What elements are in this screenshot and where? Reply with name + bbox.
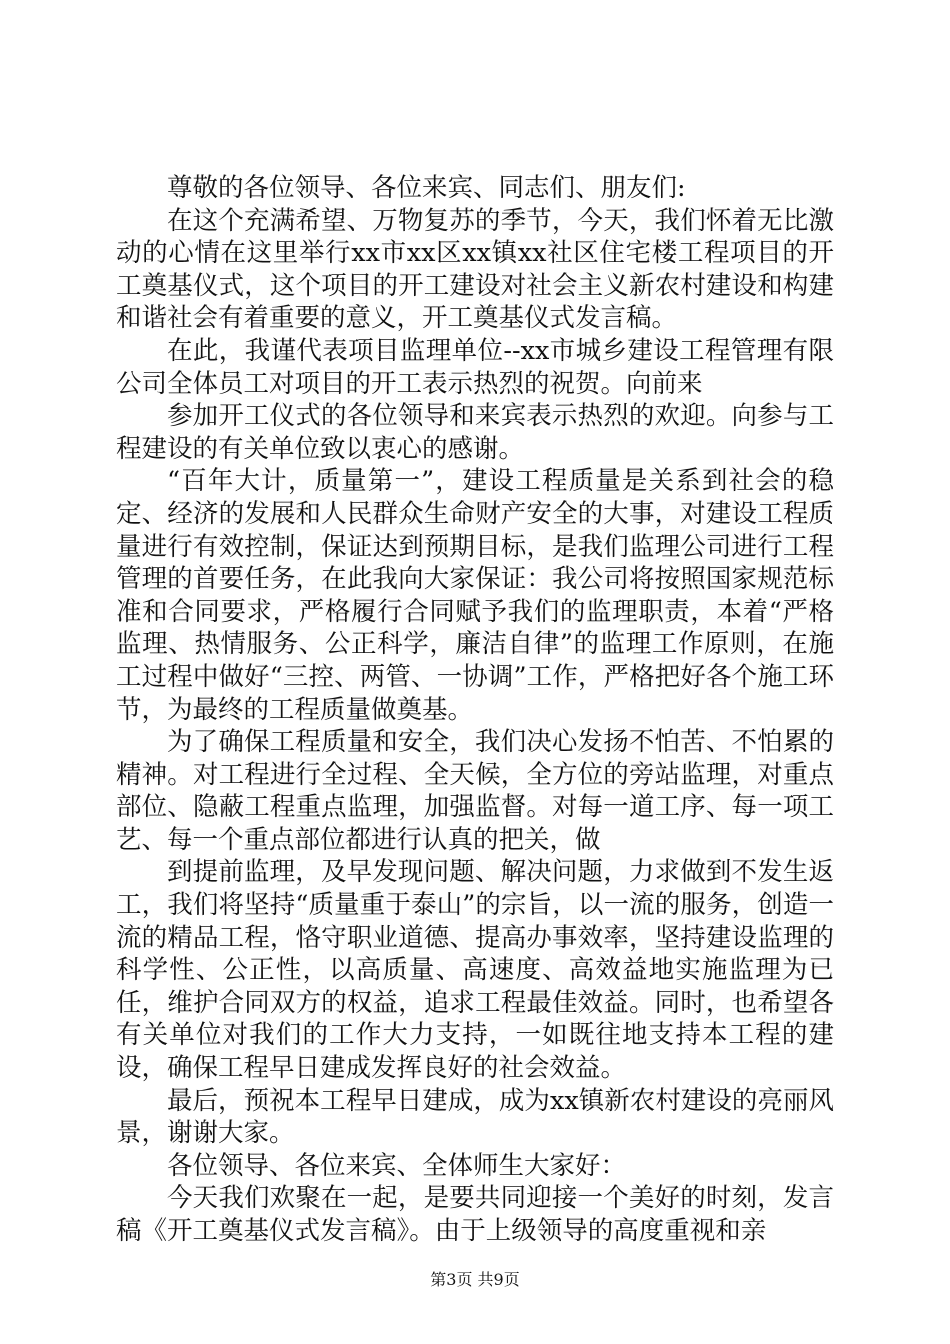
- document-body: [116, 172, 834, 1248]
- paragraph: 在此，我谨代表项目监理单位--xx市城乡建设工程管理有限公司全体员工对项目的开工表示热烈的祝贺。向前来: [116, 335, 834, 399]
- paragraph-salutation: 尊敬的各位领导、各位来宾、同志们、朋友们:: [167, 173, 686, 203]
- paragraph: 今天我们欢聚在一起，是要共同迎接一个美好的时刻，发言稿《开工奠基仪式发言稿》。由于上级领导的高度重视和亲: [116, 1183, 834, 1246]
- paragraph: 为了确保工程质量和安全，我们决心发扬不怕苦、不怕累的精神。对工程进行全过程、全天候，全方位的旁站监理，对重点部位、隐蔽工程重点监理，加强监督。对每一道工序、每一项工艺、每一个重点部位都进行认真的把关，做: [116, 727, 834, 855]
- paragraph: 到提前监理，及早发现问题、解决问题，力求做到不发生返工，我们将坚持“质量重于泰山”的宗旨，以一流的服务，创造一流的精品工程，恪守职业道德、提高办事效率，坚持建设监理的科学性、公正性，以高质量、高速度、高效益地实施监理为已任，维护合同双方的权益，追求工程最佳效益。同时，也希望各有关单位对我们的工作大力支持，一如既往地支持本工程的建设，确保工程早日建成发挥良好的社会效益。: [116, 857, 834, 1084]
- paragraph: 参加开工仪式的各位领导和来宾表示热烈的欢迎。向参与工程建设的有关单位致以衷心的感谢。: [116, 401, 834, 464]
- paragraph: 在这个充满希望、万物复苏的季节，今天，我们怀着无比激动的心情在这里举行xx市xx区xx镇xx社区住宅楼工程项目的开工奠基仪式，这个项目的开工建设对社会主义新农村建设和构建和谐社会有着重要的意义，开工奠基仪式发言稿。: [116, 205, 834, 334]
- paragraph: 最后，预祝本工程早日建成，成为xx镇新农村建设的亮丽风景，谢谢大家。: [116, 1085, 834, 1149]
- paragraph: “百年大计，质量第一”，建设工程质量是关系到社会的稳定、经济的发展和人民群众生命财产安全的大事，对建设工程质量进行有效控制，保证达到预期目标，是我们监理公司进行工程管理的首要任务，在此我向大家保证：我公司将按照国家规范标准和合同要求，严格履行合同赋予我们的监理职责，本着“严格监理、热情服务、公正科学，廉洁自律”的监理工作原则，在施工过程中做好“三控、两管、一协调”工作，严格把好各个施工环节，为最终的工程质量做奠基。: [116, 466, 834, 725]
- page-number-footer: 第3页 共9页: [430, 1270, 520, 1289]
- paragraph-salutation: 各位领导、各位来宾、全体师生大家好：: [167, 1150, 627, 1181]
